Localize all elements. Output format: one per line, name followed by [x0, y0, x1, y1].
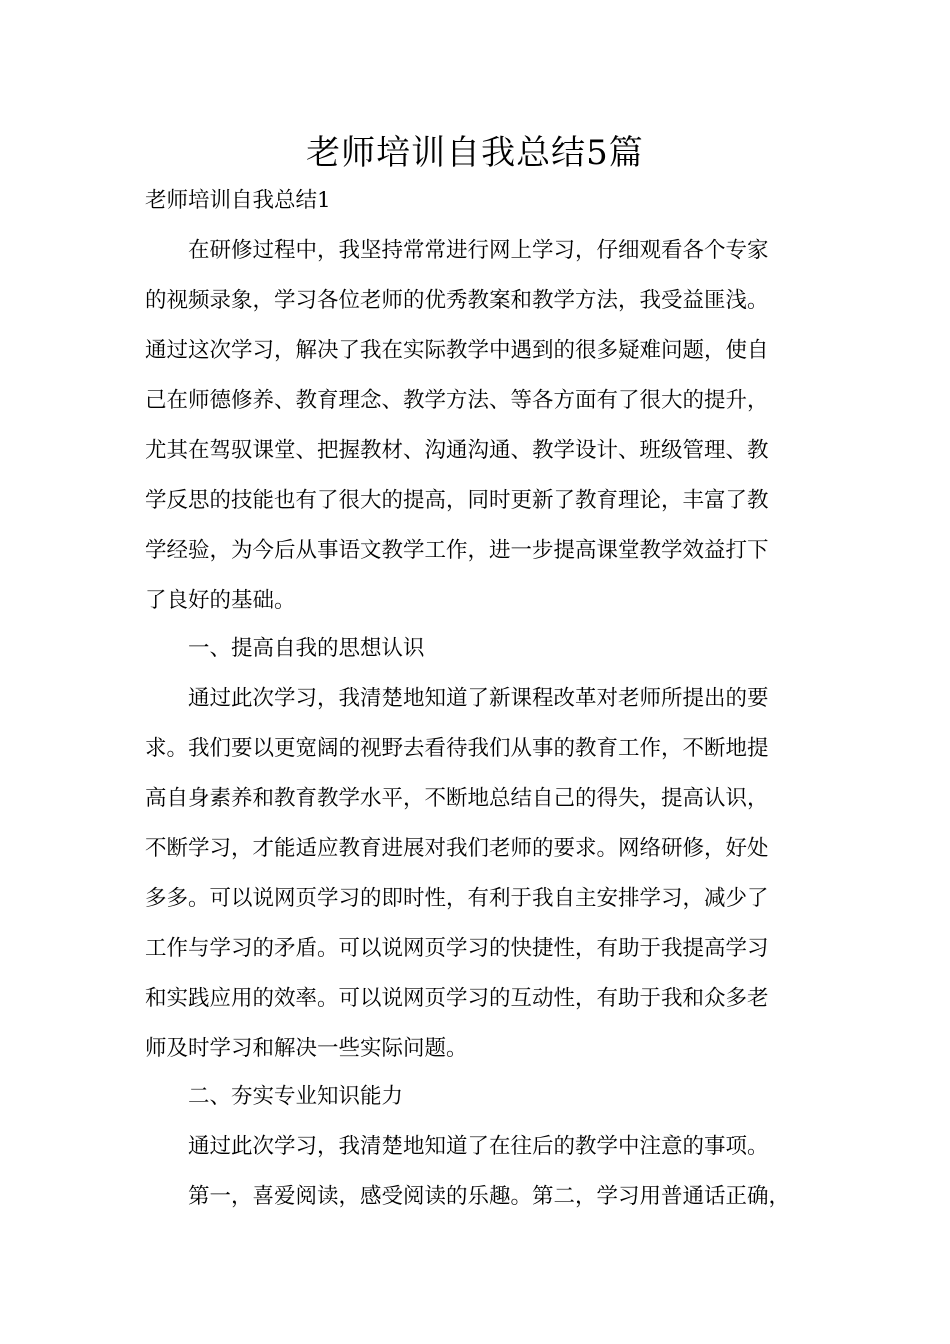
section-heading: 老师培训自我总结1: [145, 188, 331, 213]
paragraph-line: 在研修过程中，我坚持常常进行网上学习，仔细观看各个专家: [145, 238, 769, 263]
paragraph-line: 尤其在驾驭课堂、把握教材、沟通沟通、教学设计、班级管理、教: [145, 438, 769, 463]
paragraph-line: 第一，喜爱阅读，感受阅读的乐趣。第二，学习用普通话正确，: [145, 1184, 791, 1209]
paragraph-line: 工作与学习的矛盾。可以说网页学习的快捷性，有助于我提高学习: [145, 936, 769, 961]
paragraph-line: 通过这次学习，解决了我在实际教学中遇到的很多疑难问题，使自: [145, 338, 769, 363]
paragraph-line: 师及时学习和解决一些实际问题。: [145, 1036, 468, 1061]
paragraph-line: 和实践应用的效率。可以说网页学习的互动性，有助于我和众多老: [145, 986, 769, 1011]
paragraph-line: 学经验，为今后从事语文教学工作，进一步提高课堂教学效益打下: [145, 538, 769, 563]
paragraph-line: 的视频录象，学习各位老师的优秀教案和教学方法，我受益匪浅。: [145, 288, 769, 313]
paragraph-line: 通过此次学习，我清楚地知道了在往后的教学中注意的事项。: [145, 1134, 769, 1159]
heading-line: 二、夯实专业知识能力: [145, 1084, 404, 1109]
document-title: 老师培训自我总结5篇: [306, 133, 644, 173]
paragraph-line: 通过此次学习，我清楚地知道了新课程改革对老师所提出的要: [145, 686, 769, 711]
paragraph-line: 多多。可以说网页学习的即时性，有利于我自主安排学习，减少了: [145, 886, 769, 911]
heading-line: 一、提高自我的思想认识: [145, 636, 425, 661]
paragraph-line: 高自身素养和教育教学水平，不断地总结自己的得失，提高认识，: [145, 786, 769, 811]
paragraph-line: 求。我们要以更宽阔的视野去看待我们从事的教育工作，不断地提: [145, 736, 769, 761]
paragraph-line: 了良好的基础。: [145, 588, 296, 613]
paragraph-line: 学反思的技能也有了很大的提高，同时更新了教育理论，丰富了教: [145, 488, 769, 513]
paragraph-line: 不断学习，才能适应教育进展对我们老师的要求。网络研修，好处: [145, 836, 769, 861]
paragraph-line: 己在师德修养、教育理念、教学方法、等各方面有了很大的提升，: [145, 388, 769, 413]
